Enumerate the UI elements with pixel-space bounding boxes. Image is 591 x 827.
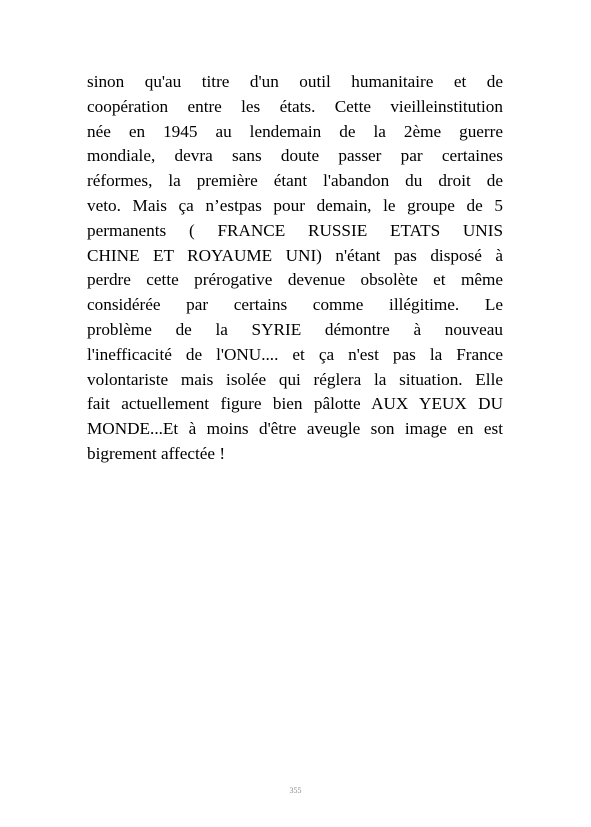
text-line: permanents ( FRANCE RUSSIE ETATS UNIS: [87, 220, 503, 240]
page-number: 355: [289, 786, 302, 795]
text-line: problème de la SYRIE démontre à nouveau: [87, 319, 503, 339]
text-line: réformes, la première étant l'abandon du droit de: [87, 171, 503, 191]
text-line: coopération entre les états. Cette vieilleinstitution: [87, 96, 503, 116]
text-line: mondiale, devra sans doute passer par certaines: [87, 146, 503, 166]
text-line: MONDE...Et à moins d'être aveugle son image en est: [87, 419, 503, 439]
body-paragraph: [87, 70, 503, 467]
text-line: perdre cette prérogative devenue obsolète et même: [87, 270, 503, 290]
text-line: l'inefficacité de l'ONU.... et ça n'est pas la France: [87, 344, 503, 364]
text-line: veto. Mais ça n’estpas pour demain, le groupe de 5: [87, 195, 503, 215]
text-line: fait actuellement figure bien pâlotte AUX YEUX DU: [87, 394, 503, 414]
text-line: CHINE ET ROYAUME UNI) n'étant pas disposé à: [87, 245, 503, 265]
text-line: sinon qu'au titre d'un outil humanitaire et de: [87, 72, 503, 91]
text-line: volontariste mais isolée qui réglera la situation. Elle: [87, 369, 503, 389]
text-line: bigrement affectée !: [87, 443, 226, 463]
text-line: née en 1945 au lendemain de la 2ème guerre: [87, 121, 503, 141]
text-line: considérée par certains comme illégitime. Le: [87, 295, 503, 315]
